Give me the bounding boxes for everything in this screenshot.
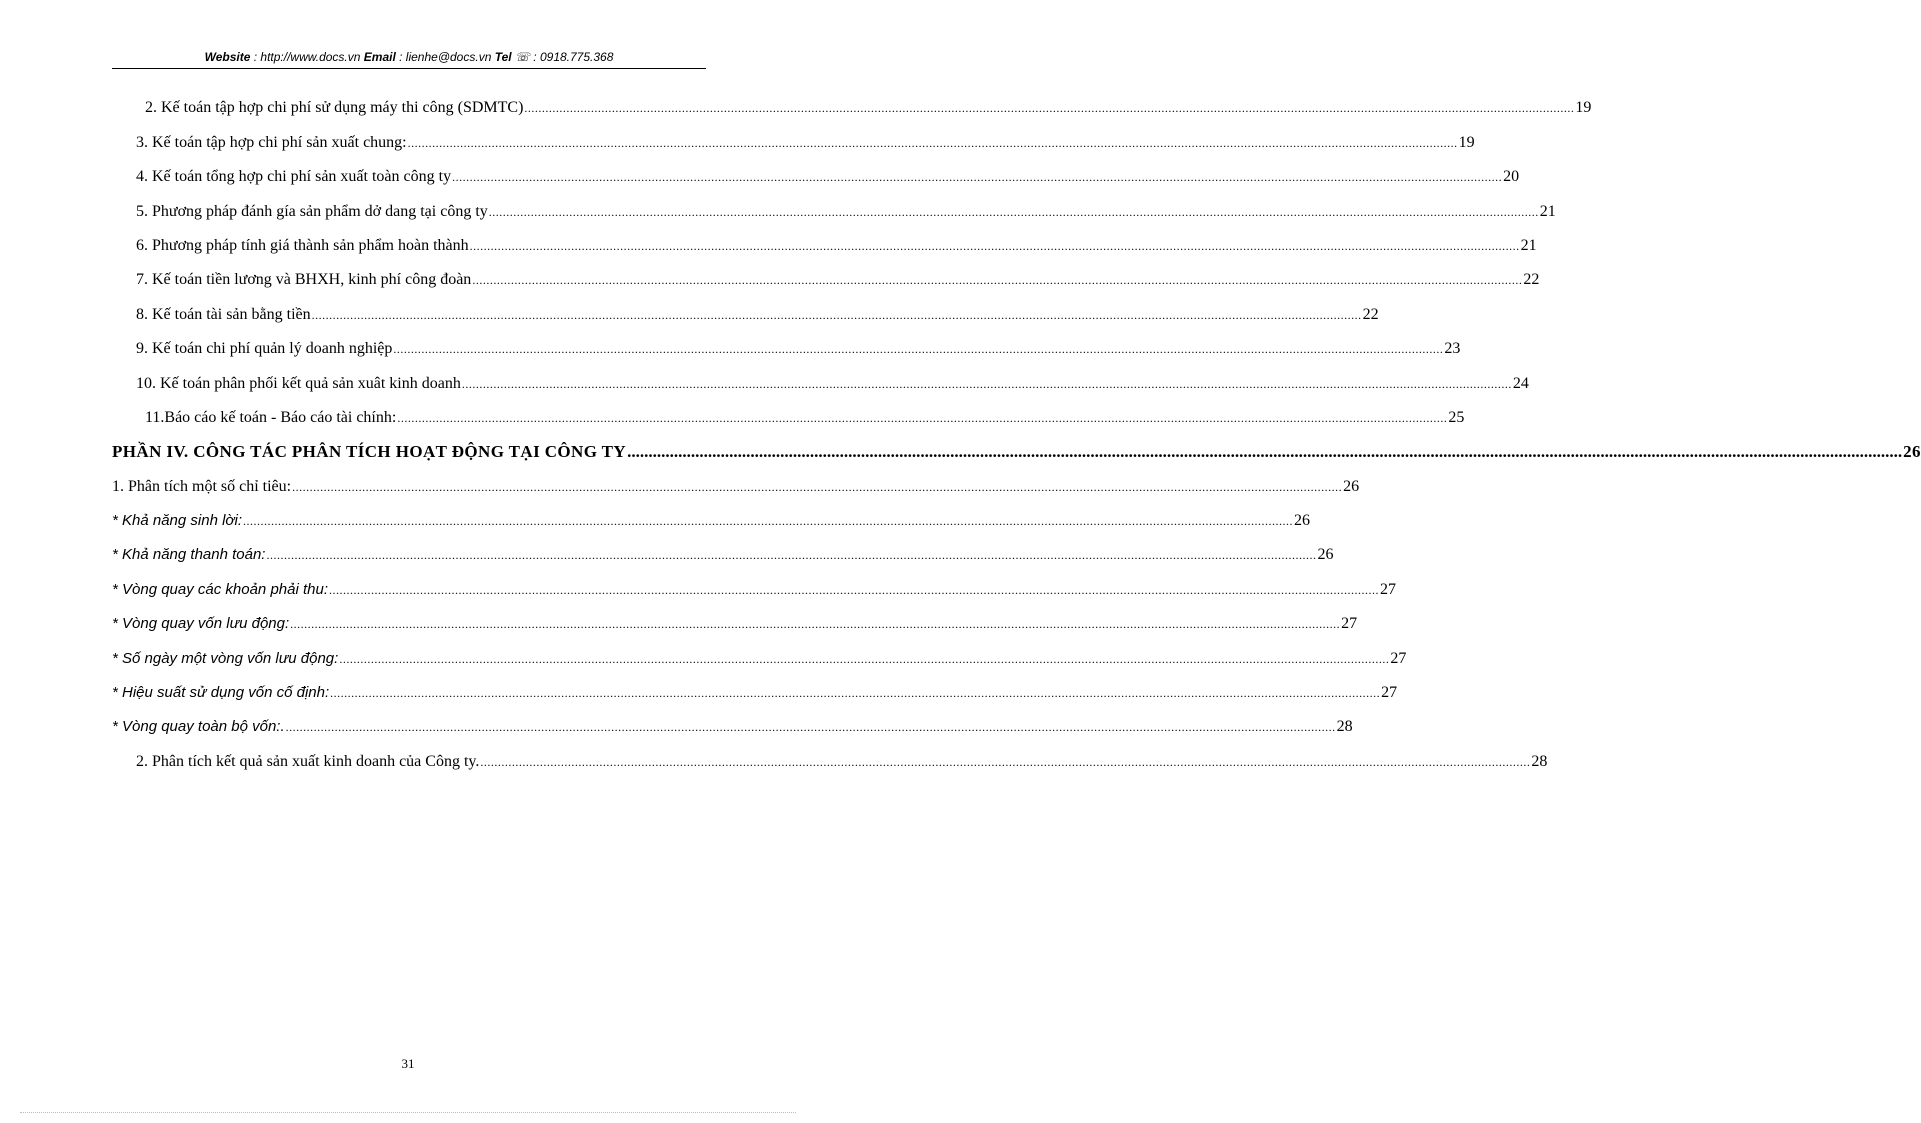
- toc-dot-leader: ............................................................................................................................................................................................................................................................................................................: [397, 410, 1448, 425]
- toc-entry-label: 3. Kế toán tập hợp chi phí sản xuất chung:: [136, 133, 407, 151]
- toc-entry-label: 11.Báo cáo kế toán - Báo cáo tài chính:: [145, 408, 397, 426]
- toc-dot-leader: ............................................................................................................................................................................................................................................................................................................: [290, 617, 1341, 632]
- toc-dot-leader: ............................................................................................................................................................................................................................................................................................................: [472, 273, 1523, 288]
- toc-dot-leader: ............................................................................................................................................................................................................................................................................................................: [524, 101, 1575, 116]
- toc-dot-leader: ............................................................................................................................................................................................................................................................................................................: [242, 514, 1293, 529]
- toc-entry[interactable]: [112, 153, 1520, 187]
- toc-entry[interactable]: [112, 462, 1360, 496]
- toc-entry-page: 27: [1341, 615, 1358, 633]
- toc-entry-page: 28: [1336, 718, 1353, 736]
- toc-dot-leader: ............................................................................................................................................................................................................................................................................................................: [311, 307, 1362, 322]
- toc-entry-label: * Số ngày một vòng vốn lưu động:: [112, 649, 339, 667]
- toc-dot-leader: ............................................................................................................................................................................................................................................................................................................: [266, 548, 1317, 563]
- toc-entry-page: 21: [1539, 202, 1556, 220]
- toc-entry[interactable]: [112, 290, 1379, 324]
- toc-entry-page: 26: [1293, 512, 1310, 530]
- toc-entry-label: * Vòng quay toàn bộ vốn:.: [112, 718, 285, 736]
- toc-dot-leader: ............................................................................................................................................................................................................................................................................................................: [480, 754, 1531, 769]
- toc-entry[interactable]: [112, 394, 1465, 428]
- toc-entry-page: 28: [1531, 752, 1548, 770]
- toc-entry-label: * Vòng quay các khoản phải thu:: [112, 580, 328, 598]
- toc-entry[interactable]: [112, 703, 1353, 737]
- toc-entry-label: * Khả năng thanh toán:: [112, 546, 266, 564]
- toc-entry[interactable]: [112, 256, 1540, 290]
- toc-entry-label: * Vòng quay vốn lưu động:: [112, 615, 290, 633]
- toc-entry[interactable]: [112, 669, 1398, 703]
- toc-dot-leader: ............................................................................................................................................................................................................................................................................................................: [329, 582, 1379, 597]
- toc-entry-label: 2. Phân tích kết quả sản xuất kinh doanh của Công ty.: [136, 752, 480, 770]
- toc-dot-leader: ............................................................................................................................................................................................................................................................................................................: [285, 720, 1336, 735]
- toc-entry[interactable]: [112, 497, 1310, 531]
- toc-entry-page: 27: [1380, 580, 1396, 598]
- toc-entry-page: 26: [1903, 442, 1921, 462]
- toc-entry[interactable]: [112, 737, 1548, 771]
- toc-entry-label: 5. Phương pháp đánh gía sản phẩm dở dang tại công ty: [136, 202, 488, 220]
- toc-entry-label: * Khả năng sinh lời:: [112, 512, 242, 530]
- toc-entry-label: 4. Kế toán tổng hợp chi phí sản xuất toàn công ty: [136, 168, 452, 186]
- toc-entry[interactable]: [112, 359, 1529, 393]
- toc-entry[interactable]: [112, 634, 1407, 668]
- phone-icon: ☏: [514, 50, 530, 64]
- toc-entry-page: 24: [1512, 374, 1529, 392]
- toc-entry-page: 19: [1458, 133, 1475, 151]
- toc-dot-leader: ............................................................................................................................................................................................................................................................................................................: [292, 479, 1343, 494]
- toc-entry[interactable]: [112, 84, 1592, 118]
- toc-dot-leader: ............................................................................................................................................................................................................................................................................................................: [339, 651, 1390, 666]
- page-bottom-border: [20, 1112, 796, 1113]
- toc-dot-leader: ............................................................................................................................................................................................................................................................................................................: [469, 238, 1520, 253]
- toc-entry-page: 26: [1343, 477, 1360, 495]
- toc-entry[interactable]: [112, 222, 1537, 256]
- toc-entry-label: 1. Phân tích một số chỉ tiêu:: [112, 477, 292, 495]
- toc-dot-leader: ............................................................................................................................................................................................................................................................................................................: [407, 135, 1458, 150]
- toc-entry[interactable]: [112, 565, 1396, 599]
- website-value: : http://www.docs.vn: [250, 50, 364, 64]
- toc-entry-page: 20: [1503, 168, 1520, 186]
- toc-dot-leader: ............................................................................................................................................................................................................................................................................................................: [452, 170, 1503, 185]
- toc-dot-leader: ............................................................................................................................................................................................................................................................................................................: [488, 204, 1539, 219]
- toc-entry-page: 22: [1523, 271, 1540, 289]
- toc-entry-label: * Hiệu suất sử dụng vốn cố định:: [112, 684, 330, 702]
- toc-entry-label: 8. Kế toán tài sản bằng tiền: [136, 305, 311, 323]
- website-label: Website: [204, 50, 251, 64]
- table-of-contents: [112, 84, 1921, 772]
- toc-entry[interactable]: [112, 428, 1921, 462]
- toc-entry[interactable]: [112, 531, 1334, 565]
- toc-entry[interactable]: [112, 118, 1475, 152]
- toc-entry-page: 19: [1575, 99, 1592, 117]
- toc-entry-label: 7. Kế toán tiền lương và BHXH, kinh phí công đoàn: [136, 271, 472, 289]
- toc-dot-leader: ............................................................................................................................................................................................................................................................................................................: [461, 376, 1512, 391]
- toc-entry[interactable]: [112, 187, 1556, 221]
- toc-entry-page: 21: [1520, 236, 1537, 254]
- toc-entry-label: 10. Kế toán phân phối kết quả sản xuât kinh doanh: [136, 374, 461, 392]
- toc-dot-leader: ............................................................................................................................................................................................................................................................................................................: [627, 442, 1903, 462]
- toc-entry-page: 27: [1390, 649, 1407, 667]
- toc-entry-label: 9. Kế toán chi phí quản lý doanh nghiệp: [136, 340, 393, 358]
- toc-entry-page: 23: [1444, 340, 1461, 358]
- page-header: [112, 50, 706, 64]
- email-value: : lienhe@docs.vn: [395, 50, 495, 64]
- toc-entry-page: 25: [1448, 408, 1465, 426]
- toc-entry-label: PHẦN IV. CÔNG TÁC PHÂN TÍCH HOẠT ĐỘNG TẠI CÔNG TY: [112, 442, 627, 462]
- toc-dot-leader: ............................................................................................................................................................................................................................................................................................................: [393, 342, 1444, 357]
- email-label: Email: [363, 50, 396, 64]
- toc-entry-page: 27: [1381, 684, 1398, 702]
- toc-dot-leader: ............................................................................................................................................................................................................................................................................................................: [330, 686, 1381, 701]
- toc-entry-label: 6. Phương pháp tính giá thành sản phẩm hoàn thành: [136, 236, 469, 254]
- toc-entry[interactable]: [112, 600, 1358, 634]
- toc-entry-page: 26: [1317, 546, 1334, 564]
- toc-entry-page: 22: [1362, 305, 1379, 323]
- page-number: 31: [401, 1056, 415, 1071]
- tel-label: Tel: [494, 50, 512, 64]
- toc-entry-label: 2. Kế toán tập hợp chi phí sử dụng máy thi công (SDMTC): [145, 99, 524, 117]
- toc-entry[interactable]: [112, 325, 1461, 359]
- header-divider: [112, 68, 706, 69]
- tel-value: : 0918.775.368: [529, 50, 614, 64]
